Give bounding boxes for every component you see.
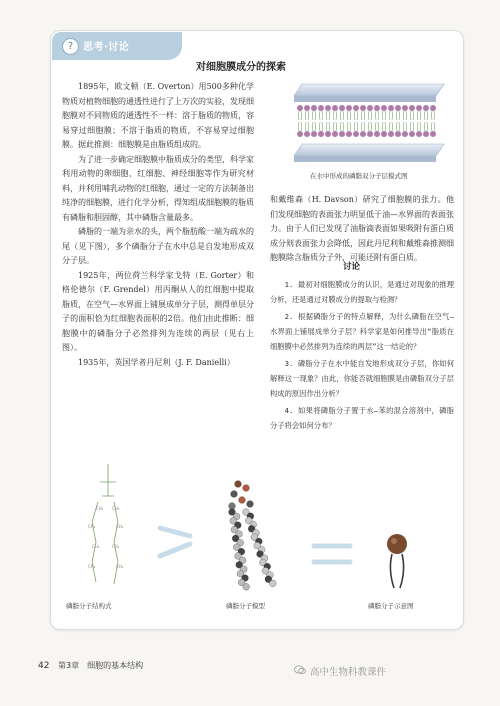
phospholipid-tail [425,111,428,120]
phospholipid-tail [404,122,407,131]
paragraph-davson: 和戴维森（H. Davson）研究了细胞膜的张力。他们发现细胞的表面张力明显低于油—水界面的表面张力。由于人们已发现了油脂滴表面如果吸附有蛋白质成分则表面张力会降低，因此丹尼利和戴维森推测细胞膜除含脂质分子外，可能还附有蛋白质。 [270,195,454,262]
model-atom [229,503,236,510]
phospholipid-head [346,131,352,137]
phospholipid-head [416,105,422,111]
svg-text:CH₂: CH₂ [112,544,120,549]
phospholipid-head [318,105,324,111]
model-atom [231,491,238,498]
structural-formula-figure [78,462,148,590]
phospholipid-tail [376,122,379,131]
svg-text:CH₂: CH₂ [92,544,100,549]
phospholipid-head [353,105,359,111]
phospholipid-head [353,131,359,137]
phospholipid-tail [383,122,386,131]
phospholipid-head [297,131,303,137]
model-atom [247,501,254,508]
phospholipid-tail [334,122,337,131]
phospholipid-tail [362,111,365,120]
molecule-model-caption: 磷脂分子模型 [226,602,265,610]
question-1: 1. 最初对细胞膜成分的认识，是通过对现象的推理分析，还是通过对膜成分的提取与检测？ [270,280,454,304]
section-title: 对细胞膜成分的探索 [196,62,286,73]
phospholipid-tail [313,111,316,120]
phospholipid-tail [306,122,309,131]
phospholipid-head [430,131,436,137]
phospholipid-tail [348,122,351,131]
bilayer-illustration [294,78,452,168]
phospholipid-head [423,105,429,111]
schematic-figure [372,530,422,594]
model-atom [243,583,250,590]
phospholipid-head [332,105,338,111]
phospholipid-head [416,131,422,137]
phospholipid-tail [383,111,386,120]
arrows-right [312,540,356,570]
phospholipid-tail [334,111,337,120]
phospholipid-head [423,131,429,137]
phospholipid-head [332,131,338,137]
paragraph-danielli: 1935年，英国学者丹尼利（J. F. Danielli） [78,357,235,367]
phospholipid-head [311,105,317,111]
paragraph-lipid-types: 为了进一步确定细胞膜中脂质成分的类型，科学家利用动物的卵细胞、红细胞、神经细胞等作为研究材料，并利用哺乳动物的红细胞，通过一定的方法制备出纯净的细胞膜，进行化学分析，得知组成细胞膜的脂质有磷脂和胆固醇，其中磷脂含量最多。 [62,154,254,222]
phospholipid-tail [397,122,400,131]
paragraph-overton: 1895年，欧文顿（E. Overton）用500多种化学物质对植物细胞的通透性进行了上万次的实验，发现细胞膜对不同物质的通透性不一样：溶于脂质的物质，容易穿过细胞膜；不溶于脂质的物质，不容易穿过细胞膜。据此推测：细胞膜是由脂质组成的。 [62,82,254,149]
phospholipid-tail [411,122,414,131]
phospholipid-head [367,105,373,111]
phospholipid-head [402,105,408,111]
left-column-text [62,80,254,370]
phospholipid-tail [341,111,344,120]
paragraph-gorter-grendel: 1925年，两位荷兰科学家戈特（E. Gorter）和格伦德尔（F. Grendel）用丙酮从人的红细胞中提取脂质，在空气—水界面上铺展成单分子层，测得单层分子的面积恰为红细胞表面积的2倍。他们由此推断：细胞膜中的磷脂分子必然排列为连续的两层（见右上图）。 [62,270,254,352]
phospholipid-tail [320,122,323,131]
phospholipid-head [360,131,366,137]
phospholipid-tail [418,122,421,131]
phospholipid-tail [418,111,421,120]
phospholipid-head [325,105,331,111]
phospholipid-head [374,131,380,137]
phospholipid-tail [425,122,428,131]
box-header-label: 思考·讨论 [83,42,130,53]
phospholipid-tail [404,111,407,120]
phospholipid-tail [369,111,372,120]
svg-text:CH₂: CH₂ [112,506,120,511]
discussion-heading: 讨论 [343,262,361,272]
phospholipid-tail [411,111,414,120]
phospholipid-head [395,131,401,137]
question-2: 2. 根据磷脂分子的特点解释，为什么磷脂在空气—水界面上铺展成单分子层？科学家是如何推导出“脂质在细胞膜中必然排列为连续的两层”这一结论的？ [270,312,454,351]
phospholipid-tail [327,111,330,120]
lightbulb-icon: ? [62,38,79,55]
phospholipid-tail [348,111,351,120]
phospholipid-head [409,105,415,111]
phospholipid-tail [397,111,400,120]
phospholipid-head [339,131,345,137]
phospholipid-head [381,105,387,111]
phospholipid-tail [299,111,302,120]
phospholipid-head [325,131,331,137]
phospholipid-tail [369,122,372,131]
model-atom [269,580,276,587]
discussion-questions [270,277,454,435]
phospholipid-tail [327,122,330,131]
watermark-text: 高中生物科教课件 [310,667,387,678]
phospholipid-head [388,131,394,137]
page-number: 42 [38,661,50,671]
model-atom [243,485,250,492]
phospholipid-tail [306,111,309,120]
right-column-text [270,193,454,266]
svg-text:CH₂: CH₂ [96,506,104,511]
phospholipid-tail [320,111,323,120]
svg-text:CH₂: CH₂ [116,564,124,569]
phospholipid-head [430,105,436,111]
schematic-caption: 磷脂分子示意图 [368,602,414,610]
phospholipid-head [318,131,324,137]
chapter-label: 第3章 细胞的基本结构 [58,661,144,670]
model-atom [235,481,242,488]
phospholipid-tail [355,111,358,120]
phospholipid-tail [355,122,358,131]
phospholipid-head [409,131,415,137]
phospholipid-head [381,131,387,137]
phospholipid-tail [362,122,365,131]
phospholipid-head [311,131,317,137]
bilayer-caption: 在水中形成的磷脂双分子层模式图 [310,172,408,180]
phospholipid-tail [341,122,344,131]
phospholipid-tail [432,122,435,131]
phospholipid-head [346,105,352,111]
phospholipid-head [304,131,310,137]
phospholipid-head [367,131,373,137]
paragraph-phospholipid: 磷脂的一端为亲水的头，两个脂肪酸一端为疏水的尾（见下图），多个磷脂分子在水中总是自发地形成双分子层。 [62,227,254,265]
phospholipid-tail [390,111,393,120]
svg-text:CH₂: CH₂ [88,524,96,529]
phospholipid-tail [299,122,302,131]
phospholipid-head [374,105,380,111]
phospholipid-tail [313,122,316,131]
page-footer [38,660,143,671]
phospholipid-head [360,105,366,111]
phospholipid-head [388,105,394,111]
svg-text:CH₂: CH₂ [116,524,124,529]
svg-text:CH₂: CH₂ [88,564,96,569]
phospholipid-tail [432,111,435,120]
phospholipid-head [304,105,310,111]
question-3: 3. 磷脂分子在水中能自发地形成双分子层，你如何解释这一现象？由此，你能否就细胞膜是由磷脂双分子层构成的原因作出分析？ [270,359,454,398]
phospholipid-head [402,131,408,137]
arrows-left [158,522,198,562]
question-4: 4. 如果将磷脂分子置于水—苯的混合溶剂中，磷脂分子将会如何分布？ [270,406,454,430]
phospholipid-tail [376,111,379,120]
molecule-model-figure [218,478,290,594]
phospholipid-head [339,105,345,111]
phospholipid-head [297,105,303,111]
wechat-icon [294,665,306,675]
model-atom [239,497,246,504]
structural-formula-caption: 磷脂分子结构式 [66,602,112,610]
phospholipid-tail [390,122,393,131]
phospholipid-head [395,105,401,111]
